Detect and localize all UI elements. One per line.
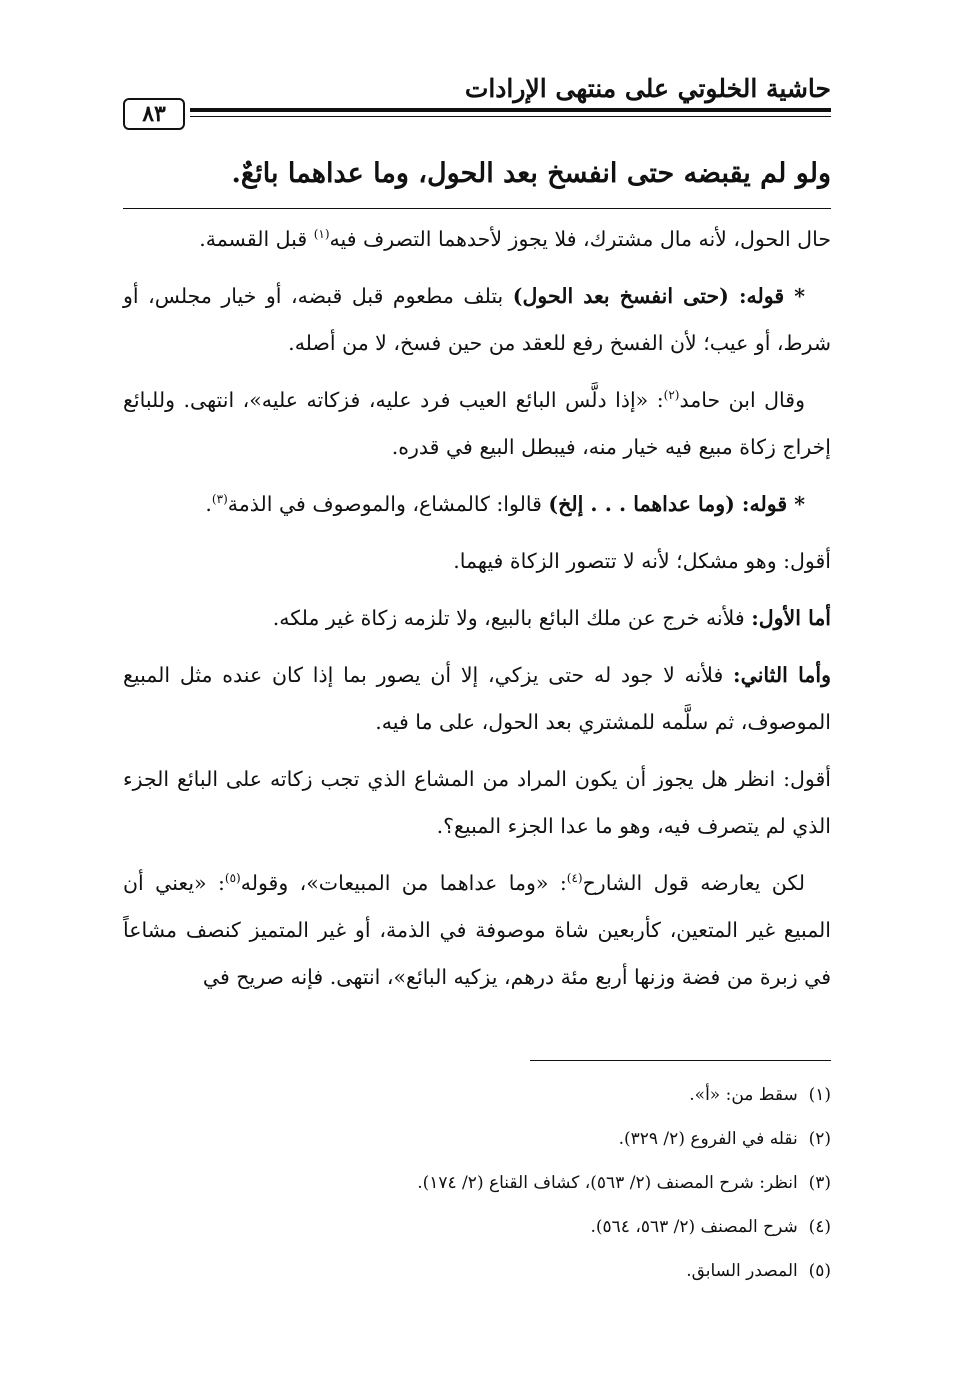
footnote-3: (٣) انظر: شرح المصنف (٢/ ٥٦٣)، كشاف القناع (٢/ ١٧٤).	[417, 1173, 831, 1193]
paragraph-3: وقال ابن حامد$^{(٢)}$: «إذا دلَّس البائع العيب فرد عليه، فزكاته عليه»، انتهى. وللبائع إخراج زكاة مبيع فيه خيار منه، فيبطل البيع في قدره.	[123, 388, 831, 459]
footnote-4: (٤) شرح المصنف (٢/ ٥٦٣، ٥٦٤).	[590, 1217, 831, 1237]
paragraph-7: وأما الثاني: فلأنه لا جود له حتى يزكي، إلا أن يصور بما إذا كان عنده مثل المبيع الموصوف، ثم سلَّمه للمشتري بعد الحول، على ما فيه.	[123, 663, 831, 734]
paragraph-8: أقول: انظر هل يجوز أن يكون المراد من المشاع الذي تجب زكاته على البائع الجزء الذي لم يتصرف فيه، وهو ما عدا الجزء المبيع؟.	[123, 767, 831, 838]
matn-separator	[123, 208, 831, 209]
footnotes	[123, 1073, 831, 1293]
header-rule-thin	[190, 116, 831, 117]
footnote-1: (١) سقط من: «أ».	[689, 1085, 831, 1105]
paragraph-2: * قوله: (حتى انفسخ بعد الحول) بتلف مطعوم قبل قبضه، أو خيار مجلس، أو شرط، أو عيب؛ لأن الفسخ رفع للعقد من حين فسخ، لا من أصله.	[123, 284, 831, 355]
commentary-body	[123, 216, 831, 1011]
matn-text: ولو لم يقبضه حتى انفسخ بعد الحول، وما عداهما بائعٌ.	[231, 158, 831, 189]
footnote-ref-3: (٣)	[211, 492, 228, 507]
paragraph-5: أقول: وهو مشكل؛ لأنه لا تتصور الزكاة فيهما.	[453, 549, 831, 573]
footnote-ref-2: (٢)	[663, 388, 680, 403]
footnote-5: (٥) المصدر السابق.	[686, 1261, 831, 1281]
paragraph-4: * قوله: (وما عداهما . . . إلخ) قالوا: كالمشاع، والموصوف في الذمة$^{(٣)}$.	[205, 492, 805, 516]
running-header-title: حاشية الخلوتي على منتهى الإرادات	[464, 74, 831, 103]
footnote-separator	[530, 1060, 831, 1061]
footnote-2: (٢) نقله في الفروع (٢/ ٣٢٩).	[618, 1129, 831, 1149]
page-number: ٨٣	[123, 98, 185, 130]
header-rule-thick	[190, 108, 831, 112]
paragraph-1: حال الحول، لأنه مال مشترك، فلا يجوز لأحدهما التصرف فيه$^{(١)}$ قبل القسمة.	[199, 227, 831, 251]
paragraph-9: لكن يعارضه قول الشارح$^{(٤)}$: «وما عداهما من المبيعات»، وقوله$^{(٥)}$: «يعني أن المبيع غير المتعين، كأربعين شاة موصوفة في الذمة، أو غير المتميز كنصف مشاعاً في زبرة من فضة وزنها أربع مئة درهم، يزكيه البائع»، انتهى. فإنه صريح في	[123, 871, 831, 989]
paragraph-6: أما الأول: فلأنه خرج عن ملك البائع بالبيع، ولا تلزمه زكاة غير ملكه.	[272, 606, 831, 630]
footnote-ref-4: (٤)	[566, 871, 583, 886]
footnote-ref-5: (٥)	[224, 871, 241, 886]
footnote-ref-1: (١)	[313, 227, 330, 242]
